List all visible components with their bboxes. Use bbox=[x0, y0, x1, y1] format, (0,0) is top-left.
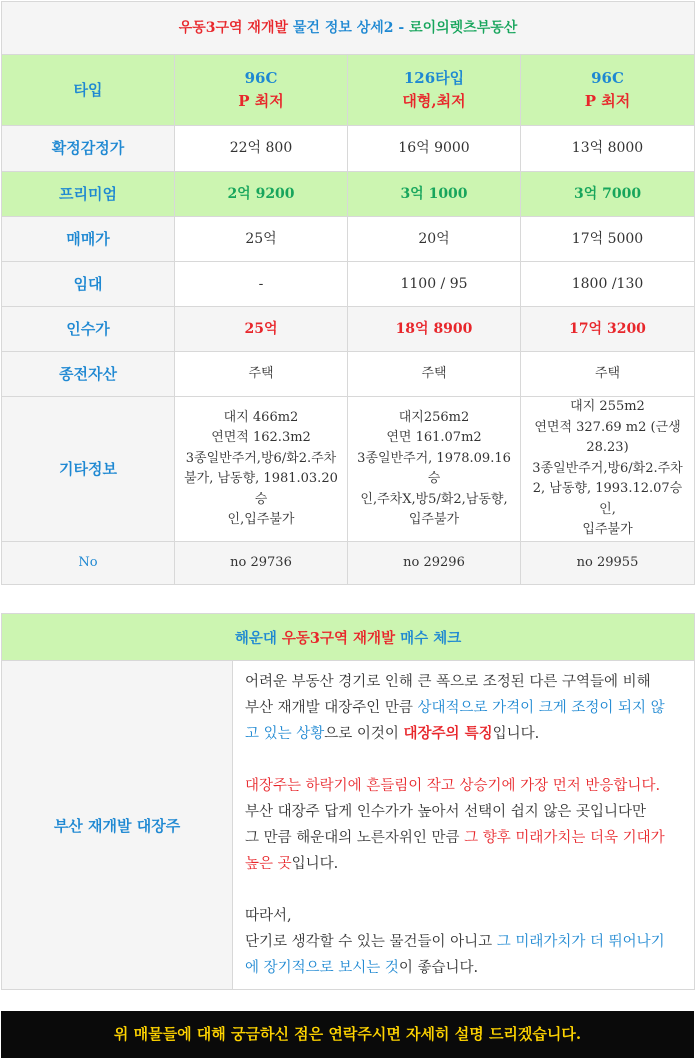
paragraph-2: 대장주는 하락기에 흔들림이 작고 상승기에 가장 먼저 반응합니다. 부산 대장주 답게 인수가가 높아서 선택이 쉽지 않은 곳입니다만 그 만큼 해운대의 노른자위인 만큼 그 향후 미래가치는 더욱 기대가 높은 곳입니다. bbox=[245, 778, 665, 872]
premium-cell: 2억 9200 bbox=[175, 172, 348, 217]
no-cell: no 29736 bbox=[175, 542, 348, 585]
info-cell: 대지 466m2 연면적 162.3m2 3종일반주거,방6/화2.주차 불가, 남동향, 1981.03.20승 인,입주불가 bbox=[175, 397, 348, 542]
table-row-info bbox=[2, 397, 695, 542]
row-label-premium: 프리미엄 bbox=[2, 172, 175, 217]
table-row-asset bbox=[2, 352, 695, 397]
takeover-cell: 17억 3200 bbox=[521, 307, 695, 352]
check-table-title: 해운대 우동3구역 재개발 매수 체크 bbox=[2, 614, 695, 661]
row-label-rent: 임대 bbox=[2, 262, 175, 307]
type-cell: 96C P 최저 bbox=[175, 55, 348, 126]
type-cell: 96C P 최저 bbox=[521, 55, 695, 126]
sale-cell: 20억 bbox=[348, 217, 521, 262]
sale-cell: 25억 bbox=[175, 217, 348, 262]
rent-cell: 1800 /130 bbox=[521, 262, 695, 307]
takeover-cell: 18억 8900 bbox=[348, 307, 521, 352]
asset-cell: 주택 bbox=[521, 352, 695, 397]
check-row-label: 부산 재개발 대장주 bbox=[2, 661, 233, 990]
purchase-check-table bbox=[1, 613, 695, 990]
info-cell: 대지256m2 연면 161.07m2 3종일반주거, 1978.09.16승 인,주차X,방5/화2,남동향, 입주불가 bbox=[348, 397, 521, 542]
no-cell: no 29296 bbox=[348, 542, 521, 585]
contact-banner: 위 매물들에 대해 궁금하신 점은 연락주시면 자세히 설명 드리겠습니다. bbox=[1, 1011, 694, 1058]
table-row-takeover bbox=[2, 307, 695, 352]
type-cell: 126타입 대형,최저 bbox=[348, 55, 521, 126]
rent-cell: - bbox=[175, 262, 348, 307]
rent-cell: 1100 / 95 bbox=[348, 262, 521, 307]
table-title: 우동3구역 재개발 물건 정보 상세2 - 로이의렛츠부동산 bbox=[2, 2, 695, 55]
premium-cell: 3억 7000 bbox=[521, 172, 695, 217]
table-row-type bbox=[2, 55, 695, 126]
paragraph-3: 따라서, 단기로 생각할 수 있는 물건들이 아니고 그 미래가치가 더 뛰어나기 에 장기적으로 보시는 것이 좋습니다. bbox=[245, 908, 665, 976]
table-row-rent bbox=[2, 262, 695, 307]
table-row-premium bbox=[2, 172, 695, 217]
takeover-cell: 25억 bbox=[175, 307, 348, 352]
asset-cell: 주택 bbox=[175, 352, 348, 397]
appraisal-cell: 22억 800 bbox=[175, 126, 348, 172]
row-label-asset: 종전자산 bbox=[2, 352, 175, 397]
table-row-appraisal bbox=[2, 126, 695, 172]
premium-cell: 3억 1000 bbox=[348, 172, 521, 217]
row-label-info: 기타정보 bbox=[2, 397, 175, 542]
asset-cell: 주택 bbox=[348, 352, 521, 397]
row-label-type: 타입 bbox=[2, 55, 175, 126]
check-row-body bbox=[233, 661, 695, 990]
table-row-sale bbox=[2, 217, 695, 262]
appraisal-cell: 13억 8000 bbox=[521, 126, 695, 172]
row-label-sale: 매매가 bbox=[2, 217, 175, 262]
paragraph-1: 어려운 부동산 경기로 인해 큰 폭으로 조정된 다른 구역들에 비해 부산 재개발 대장주인 만큼 상대적으로 가격이 크게 조정이 되지 않 고 있는 상황으로 이것이 대장주의 특징입니다. bbox=[245, 674, 665, 742]
table-row-no bbox=[2, 542, 695, 585]
row-label-no: No bbox=[2, 542, 175, 585]
no-cell: no 29955 bbox=[521, 542, 695, 585]
property-info-table bbox=[1, 1, 695, 585]
row-label-appraisal: 확정감정가 bbox=[2, 126, 175, 172]
sale-cell: 17억 5000 bbox=[521, 217, 695, 262]
info-cell: 대지 255m2 연면적 327.69 m2 (근생 28.23) 3종일반주거,방6/화2.주차 2, 남동향, 1993.12.07승인, 입주불가 bbox=[521, 397, 695, 542]
appraisal-cell: 16억 9000 bbox=[348, 126, 521, 172]
row-label-takeover: 인수가 bbox=[2, 307, 175, 352]
